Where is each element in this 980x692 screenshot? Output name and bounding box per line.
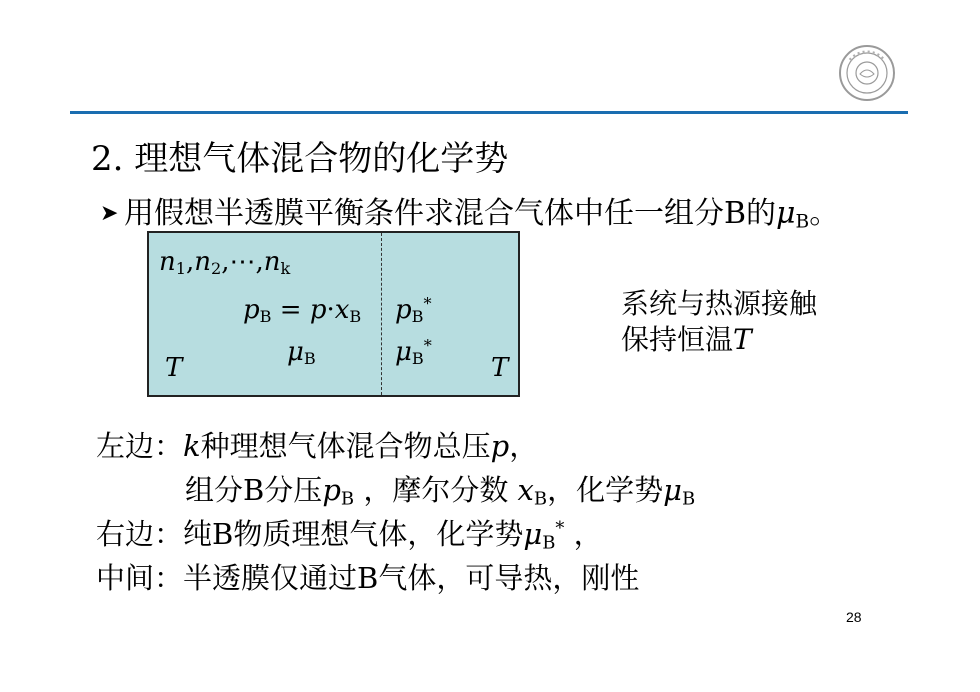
x-symbol: x [334, 295, 350, 325]
left2-x: x [517, 473, 534, 507]
left2-mu-sub: B [682, 488, 696, 510]
page-number: 28 [846, 609, 862, 625]
mu-symbol: μ [287, 337, 304, 367]
k-symbol: k [183, 429, 201, 463]
pb-sub: B [259, 307, 272, 327]
header-rule [70, 111, 908, 114]
pb-symbol: p [243, 295, 260, 325]
n2-sub: 2 [211, 259, 222, 279]
pb-star-sup: * [423, 294, 432, 314]
left2-a: 组分B分压 [185, 473, 323, 507]
partial-pressure-formula [243, 295, 361, 325]
equals-sign: = [271, 295, 310, 325]
left-line-2 [185, 468, 695, 509]
bullet-mu: μ [776, 196, 796, 231]
left-T: T [165, 353, 183, 383]
ellipsis: ,⋯, [221, 247, 264, 277]
right-mu-sub: B [542, 532, 556, 554]
left2-b: ，摩尔分数 [354, 473, 518, 507]
n1-sub: 1 [175, 259, 186, 279]
pb-star-symbol: p [395, 295, 412, 325]
dot-operator: · [326, 295, 335, 325]
mu-sub: B [303, 349, 316, 369]
pb-star-sub: B [411, 307, 424, 327]
title-text: 理想气体混合物的化学势 [134, 139, 509, 179]
right-chemical-potential [395, 337, 432, 367]
side-note-line1: 系统与热源接触 [621, 287, 818, 320]
left1-text: 种理想气体混合物总压 [200, 429, 491, 463]
right-line [96, 512, 603, 553]
mid-label: 中间： [96, 561, 184, 595]
n2-symbol: n [194, 247, 212, 277]
left-line-1 [96, 424, 538, 465]
comma-1: , [186, 247, 195, 277]
nk-sub: k [280, 259, 291, 279]
bullet-text: 用假想半透膜平衡条件求混合气体中任一组分B的 [124, 196, 777, 231]
mu-star-sub: B [411, 349, 424, 369]
p-symbol: p [309, 295, 327, 325]
right-mu-sup: * [555, 518, 565, 540]
left1-end: ， [509, 429, 539, 463]
left2-c: ，化学势 [547, 473, 664, 507]
right-mu: μ [523, 517, 543, 551]
left2-p: p [322, 473, 341, 507]
right-temperature [491, 353, 508, 383]
left2-mu: μ [663, 473, 682, 507]
left2-x-sub: B [533, 488, 548, 510]
side-note-T: T [733, 323, 752, 356]
side-note-line2 [621, 322, 817, 358]
side-note-line2-text: 保持恒温 [621, 323, 734, 356]
side-note [621, 286, 817, 358]
nk-symbol: n [263, 247, 281, 277]
left2-p-sub: B [340, 488, 355, 510]
slide-title [91, 131, 508, 180]
middle-line [96, 556, 639, 597]
component-list [159, 247, 290, 277]
membrane-diagram [147, 231, 520, 397]
left-label: 左边： [96, 429, 184, 463]
title-number: 2. [91, 139, 124, 179]
right-pure-pressure [395, 295, 432, 325]
mu-star-symbol: μ [395, 337, 412, 367]
right-text: 纯B物质理想气体，化学势 [183, 517, 524, 551]
arrow-bullet-icon: ➤ [100, 201, 119, 226]
bullet-line [100, 188, 839, 232]
total-p-symbol: p [490, 429, 510, 463]
left-temperature [165, 353, 182, 383]
bullet-end: 。 [809, 196, 840, 231]
n1-symbol: n [159, 247, 176, 277]
right-label: 右边： [96, 517, 184, 551]
university-seal-icon [838, 44, 896, 102]
right-end: ， [564, 517, 603, 551]
semipermeable-membrane [381, 233, 382, 395]
mid-text: 半透膜仅通过B气体，可导热，刚性 [183, 561, 640, 595]
x-sub: B [349, 307, 362, 327]
mu-star-sup: * [423, 336, 432, 356]
right-T: T [491, 353, 509, 383]
left-chemical-potential [287, 337, 316, 367]
bullet-mu-sub: B [795, 211, 810, 233]
